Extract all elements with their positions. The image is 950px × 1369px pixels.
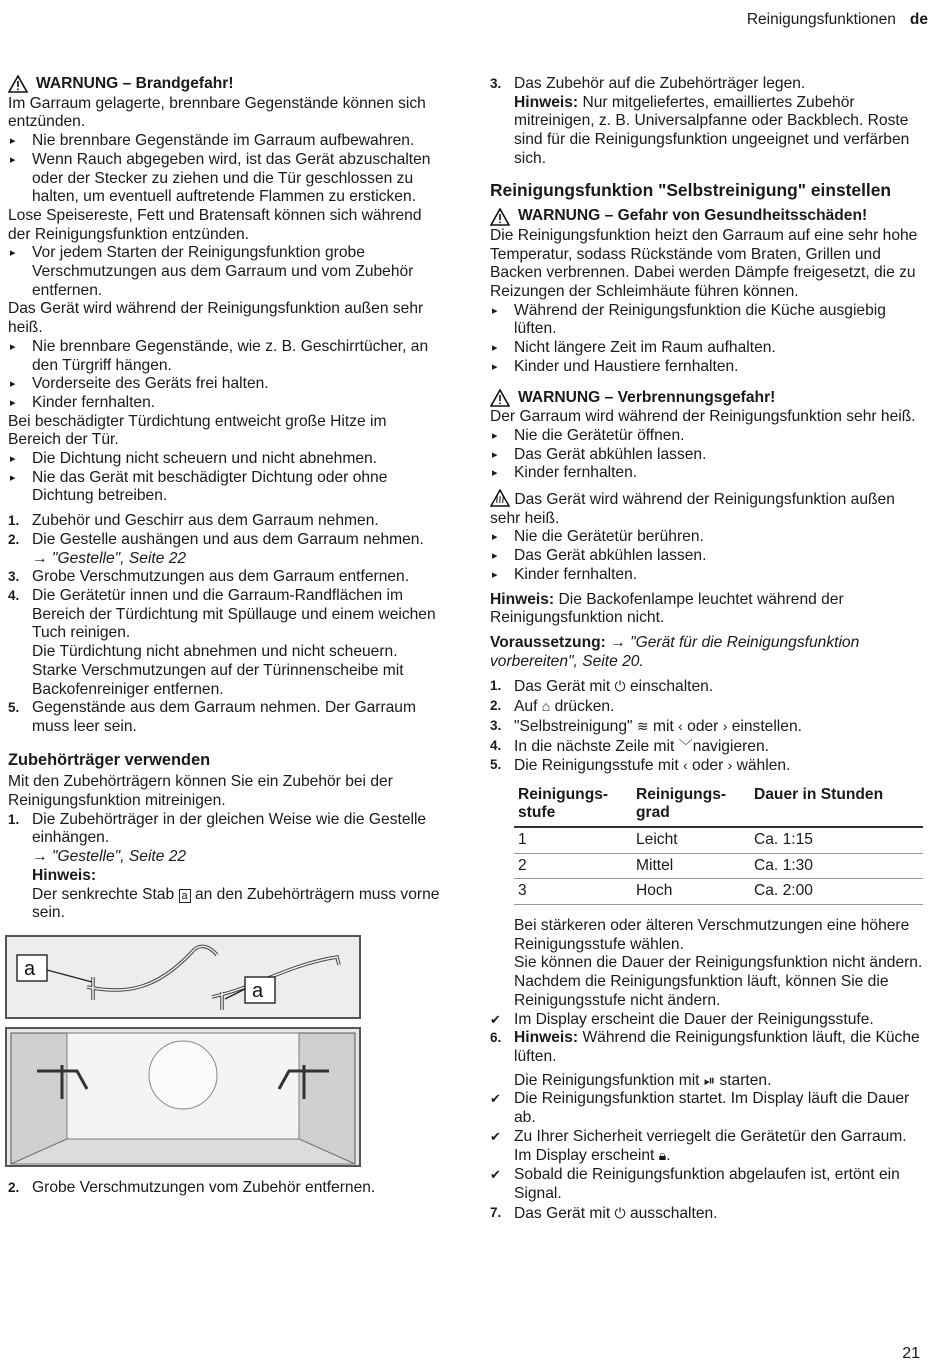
cleaning-level-table [514, 782, 923, 905]
bullet-item: ▸ Während der Reinigungsfunktion die Küche ausgiebig lüften. [490, 302, 925, 339]
bullet-item: ▸ Nie brennbare Gegenstände, wie z. B. Geschirrtücher, an den Türgriff hängen. [8, 338, 440, 375]
checkmark-icon: ✔ [490, 1091, 501, 1107]
checkmark-icon: ✔ [490, 1128, 501, 1144]
right-column [490, 75, 925, 1223]
table-row: 2 Mittel Ca. 1:30 [514, 853, 923, 879]
step-item: 2. Auf ⌂ drücken. [490, 698, 615, 716]
paragraph: Bei stärkeren oder älteren Verschmutzungen eine höhere Reinigungsstufe wählen. [514, 917, 910, 953]
warning-text: Der Garraum wird während der Reinigungsfunktion sehr heiß. [490, 408, 916, 426]
power-icon: ⏻ [614, 1204, 626, 1221]
section-heading-self-cleaning: Reinigungsfunktion "Selbstreinigung" einstellen [490, 179, 892, 200]
bullet-item: ▸ Nie die Gerätetür öffnen. [490, 427, 925, 446]
bullet-item: ▸ Kinder fernhalten. [490, 566, 925, 585]
table-row: 3 Hoch Ca. 2:00 [514, 879, 923, 905]
checkmark-icon: ✔ [490, 1011, 501, 1027]
bullet-item: ▸ Nie brennbare Gegenstände im Garraum aufbewahren. [8, 132, 440, 151]
prerequisite: Voraussetzung: → "Gerät für die Reinigungsfunktion vorbereiten", Seite 20. [490, 633, 860, 670]
page-reference-link[interactable]: → "Gestelle", Seite 22 [32, 549, 187, 567]
step-item: 4. Die Gerätetür innen und die Garraum-Randflächen im Bereich der Türdichtung mit Spüllauge und einem weichen Tuch reinigen. Die Türdichtung nicht abnehmen und nicht scheuern. Starke Verschmutzungen auf der Türinnenscheibe mit Backofenreiniger entfernen. [8, 586, 436, 698]
health-warning-title: WARNUNG – Gefahr von Gesundheitsschäden! [490, 207, 925, 226]
bullet-item: ▸ Nie die Gerätetür berühren. [490, 528, 925, 547]
accessory-holder-figure [5, 935, 361, 1019]
warning-text: Das Gerät wird während der Reinigungsfunktion außen sehr heiß. [8, 300, 424, 337]
self-cleaning-icon: ≋ [636, 717, 649, 734]
hot-surface-warning: Das Gerät wird während der Reinigungsfunktion außen sehr heiß. [490, 491, 895, 527]
step-item: 3. Das Zubehör auf die Zubehörträger legen. Hinweis: Nur mitgeliefertes, emailliertes Zubehör mitreinigen, z. B. Universalpfanne oder Backblech. Roste sind für die Reinigungsfunktion ungeeignet und verfärben sich. [490, 75, 910, 167]
warning-triangle-icon [490, 208, 510, 226]
table-row: 1 Leicht Ca. 1:15 [514, 827, 923, 853]
fire-warning-title: WARNUNG – Brandgefahr! [8, 75, 440, 94]
bullet-item: ▸ Kinder fernhalten. [490, 464, 925, 483]
step-item: 6. Hinweis: Während die Reinigungsfunktion läuft, die Küche lüften. [490, 1029, 920, 1065]
page-reference-link[interactable]: → "Gerät für die Reinigungsfunktion vorbereiten", Seite 20. [490, 633, 860, 670]
power-icon: ⏻ [614, 678, 626, 695]
chevron-left-icon: ‹ [678, 717, 683, 734]
step-item: 4. In die nächste Zeile mit ﹀navigieren. [490, 737, 769, 755]
bullet-item: ▸ Vorderseite des Geräts frei halten. [8, 375, 440, 394]
section-heading-accessory-holders: Zubehörträger verwenden [8, 750, 211, 769]
bullet-item: ▸ Nicht längere Zeit im Raum aufhalten. [490, 339, 925, 358]
paragraph: Nachdem die Reinigungsfunktion läuft, können Sie die Reinigungsstufe nicht ändern. [514, 973, 889, 1009]
header-language: de [909, 11, 928, 28]
warning-triangle-icon [8, 75, 28, 93]
svg-text:a: a [252, 979, 264, 1002]
bullet-item: ▸ Die Dichtung nicht scheuern und nicht abnehmen. [8, 450, 440, 469]
swipe-down-icon: ﹀ [678, 737, 693, 754]
oven-interior-illustration [7, 1029, 359, 1165]
home-icon: ⌂ [541, 698, 551, 715]
paragraph: Die Reinigungsfunktion mit ⏯ starten. [514, 1071, 772, 1089]
step-item: 1. Zubehör und Geschirr aus dem Garraum nehmen. [8, 512, 379, 530]
step-item: 5. Gegenstände aus dem Garraum nehmen. Der Garraum muss leer sein. [8, 699, 416, 735]
warning-text: Bei beschädigter Türdichtung entweicht große Hitze im Bereich der Tür. [8, 412, 387, 449]
bullet-item: ▸ Kinder fernhalten. [8, 394, 440, 413]
bullet-item: ▸ Das Gerät abkühlen lassen. [490, 446, 925, 465]
page-reference-link[interactable]: → "Gestelle", Seite 22 [32, 848, 187, 866]
play-pause-icon: ⏯ [703, 1071, 716, 1088]
warning-text: Lose Speisereste, Fett und Bratensaft können sich während der Reinigungsfunktion entzünden. [8, 206, 422, 243]
warning-text: Die Reinigungsfunktion heizt den Garraum auf eine sehr hohe Temperatur, sodass Rückstände vom Braten, Grillen und Backen verbrennen. Dabei werden Dämpfe freigesetzt, die zu Reizungen der Schleimhäute führen können. [490, 226, 918, 301]
table-header: Dauer in Stunden [750, 782, 923, 827]
chevron-left-icon: ‹ [683, 757, 688, 774]
bullet-item: ▸ Wenn Rauch abgegeben wird, ist das Gerät abzuschalten oder der Stecker zu ziehen und die Tür geschlossen zu halten, um eventuell auftretende Flammen zu ersticken. [8, 151, 440, 207]
step-item: 1. Die Zubehörträger in der gleichen Weise wie die Gestelle einhängen. → "Gestelle", Seite 22 Hinweis: Der senkrechte Stab a an den Zubehörträgern muss vorne sein. [8, 810, 440, 922]
bullet-item: ▸ Das Gerät abkühlen lassen. [490, 547, 925, 566]
step-item: 2. Grobe Verschmutzungen vom Zubehör entfernen. [8, 1178, 376, 1196]
label-a-icon: a [179, 889, 191, 903]
lock-icon: 🔒︎ [658, 1147, 667, 1164]
checkmark-icon: ✔ [490, 1167, 501, 1183]
accessory-holder-illustration [7, 937, 359, 1017]
table-header: Reinigungs-grad [632, 782, 750, 827]
paragraph: Mit den Zubehörträgern können Sie ein Zubehör bei der Reinigungsfunktion mitreinigen. [8, 773, 393, 810]
result-item: ✔ Zu Ihrer Sicherheit verriegelt die Gerätetür den Garraum. Im Display erscheint 🔒︎. [490, 1127, 907, 1165]
hot-surface-icon [490, 489, 510, 507]
paragraph: Sie können die Dauer der Reinigungsfunktion nicht ändern. [514, 954, 923, 972]
page-number: 21 [902, 1345, 920, 1363]
step-item: 7. Das Gerät mit ⏻ ausschalten. [490, 1204, 718, 1222]
running-header [747, 11, 928, 30]
step-item: 2. Die Gestelle aushängen und aus dem Garraum nehmen. → "Gestelle", Seite 22 [8, 530, 424, 567]
bullet-item: ▸ Nie das Gerät mit beschädigter Dichtung oder ohne Dichtung betreiben. [8, 469, 440, 506]
step-item: 3. Grobe Verschmutzungen aus dem Garraum entfernen. [8, 568, 410, 586]
step-item: 1. Das Gerät mit ⏻ einschalten. [490, 678, 714, 696]
result-item: ✔ Im Display erscheint die Dauer der Reinigungsstufe. [490, 1010, 874, 1028]
chevron-right-icon: › [727, 757, 733, 774]
chevron-right-icon: › [722, 717, 728, 734]
oven-interior-figure [5, 1027, 361, 1167]
step-item: 3. "Selbstreinigung" ≋ mit ‹ oder › einstellen. [490, 717, 802, 735]
header-section: Reinigungsfunktionen [746, 11, 896, 28]
burn-warning-title: WARNUNG – Verbrennungsgefahr! [490, 389, 925, 408]
bullet-item: ▸ Kinder und Haustiere fernhalten. [490, 358, 925, 377]
table-header: Reinigungs-stufe [514, 782, 632, 827]
warning-triangle-icon [490, 389, 510, 407]
svg-text:a: a [24, 957, 36, 980]
note: Hinweis: Die Backofenlampe leuchtet während der Reinigungsfunktion nicht. [490, 590, 844, 627]
result-item: ✔ Sobald die Reinigungsfunktion abgelaufen ist, ertönt ein Signal. [490, 1166, 900, 1202]
result-item: ✔ Die Reinigungsfunktion startet. Im Display läuft die Dauer ab. [490, 1090, 910, 1127]
left-column [8, 75, 440, 1198]
step-item: 5. Die Reinigungsstufe mit ‹ oder › wählen. [490, 757, 791, 775]
bullet-item: ▸ Vor jedem Starten der Reinigungsfunktion grobe Verschmutzungen aus dem Garraum und vom Zubehör entfernen. [8, 244, 440, 300]
warning-text: Im Garraum gelagerte, brennbare Gegenstände können sich entzünden. [8, 94, 426, 131]
